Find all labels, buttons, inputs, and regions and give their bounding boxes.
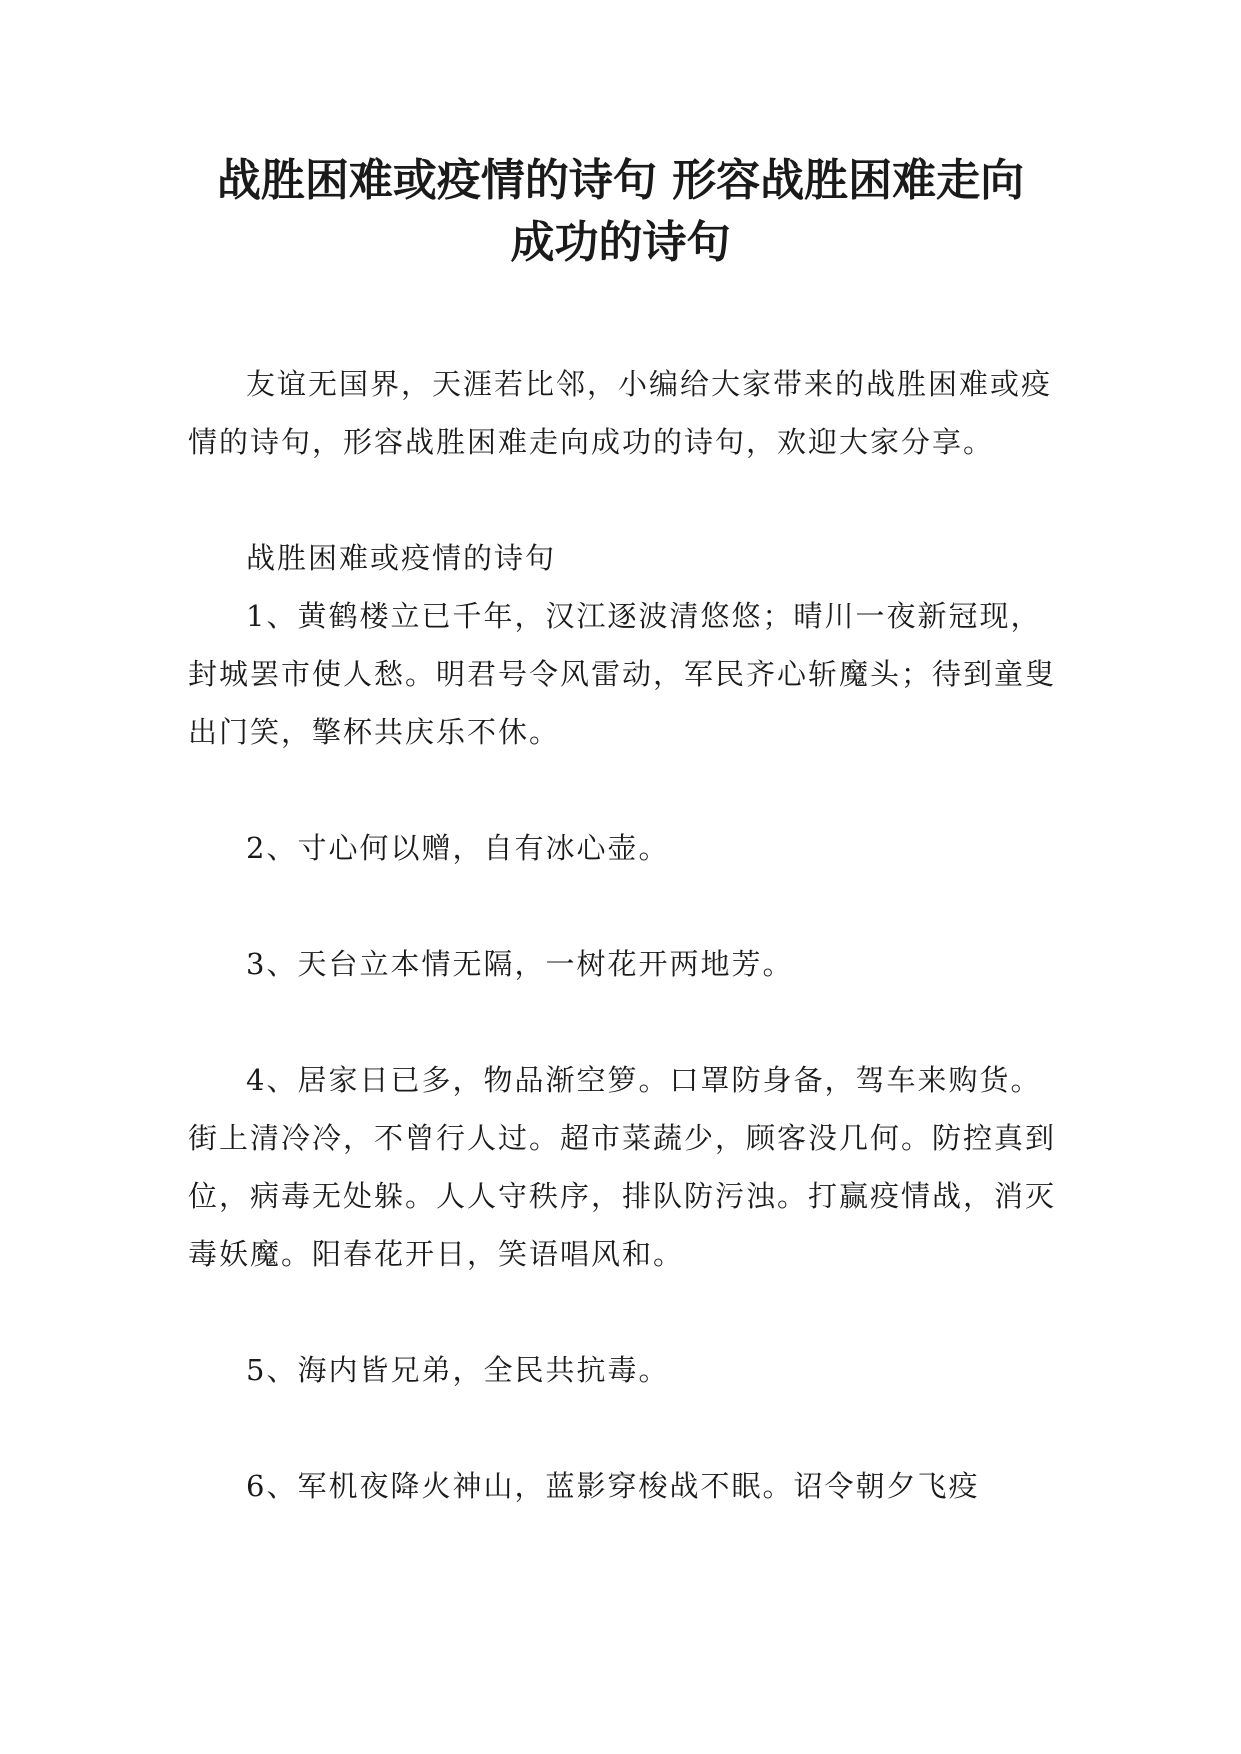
spacer — [188, 1283, 1058, 1341]
spacer — [188, 877, 1058, 935]
poem-item-4: 4、居家日已多，物品渐空箩。口罩防身备，驾车来购货。街上清冷冷，不曾行人过。超市菜蔬少，顾客没几何。防控真到位，病毒无处躲。人人守秩序，排队防污浊。打赢疫情战，消灭毒妖魔。阳春花开日，笑语唱风和。 — [188, 1063, 1057, 1271]
poem-item-3: 3、天台立本情无隔，一树花开两地芳。 — [246, 947, 794, 981]
document-title — [150, 150, 1091, 274]
document-body — [188, 355, 1058, 1515]
poem-item-5: 5、海内皆兄弟，全民共抗毒。 — [246, 1353, 670, 1387]
intro-paragraph: 友谊无国界，天涯若比邻，小编给大家带来的战胜困难或疫情的诗句，形容战胜困难走向成功的诗句，欢迎大家分享。 — [188, 367, 1053, 459]
poem-item-1: 1、黄鹤楼立已千年，汉江逐波清悠悠；晴川一夜新冠现，封城罢市使人愁。明君号令风雷动，军民齐心斩魔头；待到童叟出门笑，擎杯共庆乐不休。 — [188, 599, 1057, 749]
spacer — [188, 761, 1058, 819]
spacer — [188, 1399, 1058, 1457]
spacer — [188, 471, 1058, 529]
spacer — [188, 993, 1058, 1051]
title-line-2: 成功的诗句 — [510, 217, 731, 268]
title-line-1: 战胜困难或疫情的诗句 形容战胜困难走向 — [216, 155, 1025, 206]
poem-item-2: 2、寸心何以赠，自有冰心壶。 — [246, 831, 670, 865]
section-heading: 战胜困难或疫情的诗句 — [246, 541, 557, 575]
poem-item-6: 6、军机夜降火神山，蓝影穿梭战不眠。诏令朝夕飞疫 — [246, 1469, 980, 1503]
